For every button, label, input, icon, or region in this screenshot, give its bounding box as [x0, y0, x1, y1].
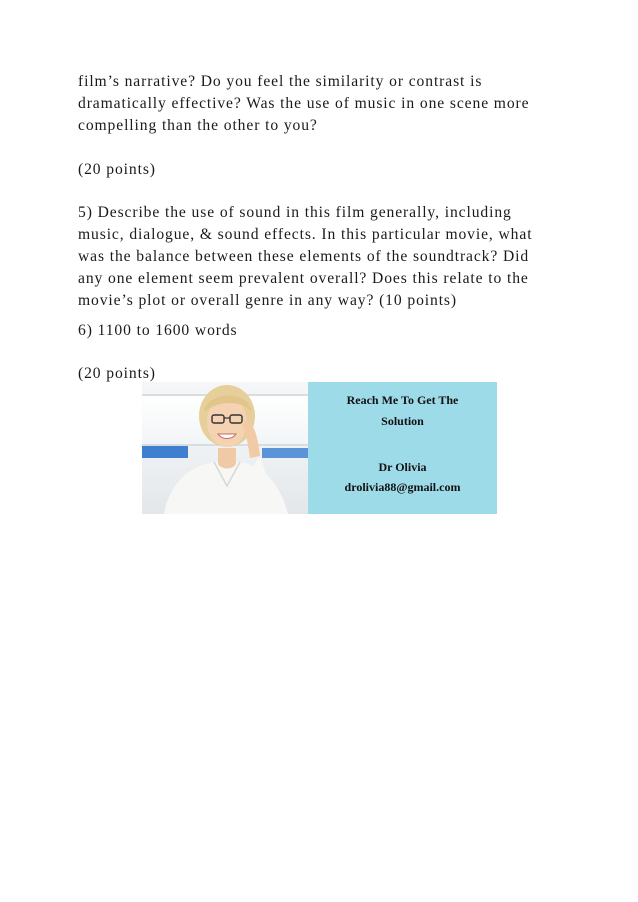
- contact-info-panel: [308, 382, 497, 514]
- banner-headline-2: Solution: [381, 414, 424, 428]
- text-line: compelling than the other to you?: [78, 117, 318, 134]
- paragraph-question-6: [78, 320, 568, 342]
- text-line: dramatically effective? Was the use of music in one scene more: [78, 95, 530, 112]
- paragraph-question-4-continued: [78, 71, 568, 137]
- text-line: 6) 1100 to 1600 words: [78, 322, 238, 339]
- paragraph-question-5: [78, 202, 568, 312]
- woman-illustration: [142, 382, 308, 514]
- text-line: (20 points): [78, 161, 156, 178]
- contact-email: drolivia88@gmail.com: [344, 480, 461, 494]
- contact-banner: [142, 382, 497, 514]
- text-line: movie’s plot or overall genre in any way? (10 points): [78, 292, 457, 309]
- text-line: 5) Describe the use of sound in this film generally, including: [78, 204, 512, 221]
- text-line: (20 points): [78, 365, 156, 382]
- text-line: any one element seem prevalent overall? Does this relate to the: [78, 270, 529, 287]
- contact-name: Dr Olivia: [378, 460, 427, 474]
- text-line: was the balance between these elements of the soundtrack? Did: [78, 248, 530, 265]
- paragraph-points: [78, 159, 568, 181]
- text-line: music, dialogue, & sound effects. In this particular movie, what: [78, 226, 533, 243]
- portrait-photo: [142, 382, 308, 514]
- text-line: film’s narrative? Do you feel the similarity or contrast is: [78, 73, 483, 90]
- banner-headline: Reach Me To Get The: [346, 393, 459, 407]
